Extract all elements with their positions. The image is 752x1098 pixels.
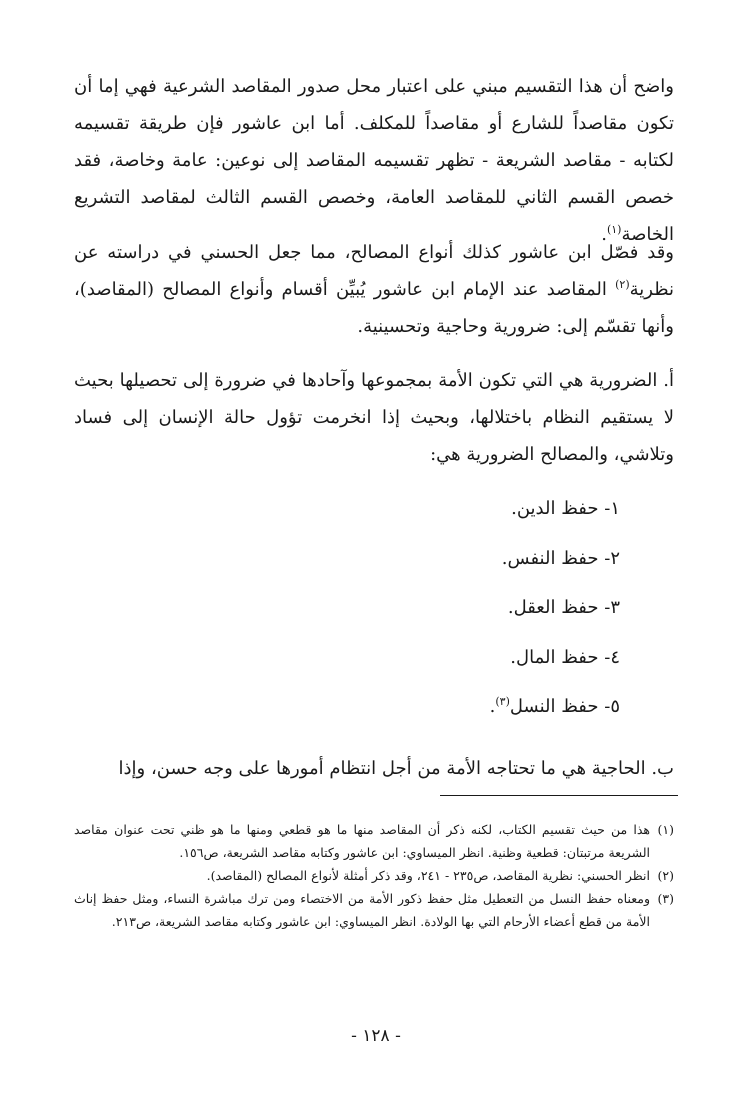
page-number: - ١٢٨ - xyxy=(351,1026,401,1046)
footnote-divider xyxy=(440,795,678,796)
footnote-number: (٣) xyxy=(657,891,674,906)
paragraph-types xyxy=(74,234,674,345)
paragraph-needs xyxy=(74,750,674,787)
footnotes xyxy=(74,818,674,933)
footnote-text: ومعناه حفظ النسل من التعطيل مثل حفظ ذكور الأمة من الاختصاء ومن ترك مباشرة النساء، ومثل حفظ إناث الأمة من قطع أعضاء الأرحام التي بها الولادة. انظر الميساوي: ابن عاشور وكتابه مقاصد الشريعة، ص٢١٣. xyxy=(74,891,650,929)
footnote-number: (٢) xyxy=(657,868,674,883)
footnote xyxy=(74,887,674,933)
list-item: ٤- حفظ المال. xyxy=(510,646,620,668)
necessities-list xyxy=(490,490,620,738)
list-item: ٥- حفظ النسل$^{(٣)}$. xyxy=(489,695,620,717)
list-item-text: ٥- حفظ النسل xyxy=(509,696,620,717)
footnote xyxy=(74,818,674,864)
list-item: ٢- حفظ النفس. xyxy=(501,547,620,569)
footnote-text: انظر الحسني: نظرية المقاصد، ص٢٣٥ - ٢٤١، وقد ذكر أمثلة لأنواع المصالح (المقاصد). xyxy=(206,868,650,883)
footnote-ref-1: (١) xyxy=(606,223,622,236)
paragraph-necessities xyxy=(74,362,674,473)
paragraph-types-text: وقد فصّل ابن عاشور كذلك أنواع المصالح، مما جعل الحسني في دراسته عن نظرية xyxy=(74,242,674,300)
paragraph-intro-text: واضح أن هذا التقسيم مبني على اعتبار محل صدور المقاصد الشرعية فهي إما أن تكون مقاصداً للشارع أو مقاصداً للمكلف. أما ابن عاشور فإن طريقة تقسيمه لكتابه - مقاصد الشريعة - تظهر تقسيمه المقاصد إلى نوعين: عامة وخاصة، فقد خصص القسم الثاني للمقاصد العامة، وخصص القسم الثالث لمقاصد التشريع الخاصة xyxy=(74,76,674,245)
paragraph-needs-text: ب. الحاجية هي ما تحتاجه الأمة من أجل انتظام أمورها على وجه حسن، وإذا xyxy=(118,758,674,779)
footnote-ref-3: (٣) xyxy=(495,695,510,708)
paragraph-intro: واضح أن هذا التقسيم مبني على اعتبار محل صدور المقاصد الشرعية فهي إما أن تكون مقاصداً للشارع أو مقاصداً للمكلف. أما ابن عاشور فإن طريقة تقسيمه لكتابه - مقاصد الشريعة - تظهر تقسيمه المقاصد إلى نوعين: عامة وخاصة، فقد خصص القسم الثاني للمقاصد العامة، وخصص القسم الثالث لمقاصد التشريع الخاصة$^{(١)}$. xyxy=(74,76,674,245)
footnote-number: (١) xyxy=(657,822,674,837)
paragraph-types-text-continued: المقاصد عند الإمام ابن عاشور يُبيِّن أقسام وأنواع المصالح (المقاصد)، وأنها تقسّم إلى: ضرورية وحاجية وتحسينية. xyxy=(74,279,674,337)
footnote xyxy=(74,864,674,887)
list-item: ١- حفظ الدين. xyxy=(511,498,620,519)
footnote-ref-2: (٢) xyxy=(615,278,630,291)
footnote-text: هذا من حيث تقسيم الكتاب، لكنه ذكر أن المقاصد منها ما هو قطعي ومنها ما هو ظني تحت عنوان مقاصد الشريعة مرتبتان: قطعية وظنية. انظر الميساوي: ابن عاشور وكتابه مقاصد الشريعة، ص١٥٦. xyxy=(74,822,650,860)
paragraph-necessities-text: أ. الضرورية هي التي تكون الأمة بمجموعها وآحادها في ضرورة إلى تحصيلها بحيث لا يستقيم النظام باختلالها، وبحيث إذا انخرمت تؤول حالة الإنسان إلى فساد وتلاشي، والمصالح الضرورية هي: xyxy=(74,370,674,465)
list-item: ٣- حفظ العقل. xyxy=(507,597,620,618)
